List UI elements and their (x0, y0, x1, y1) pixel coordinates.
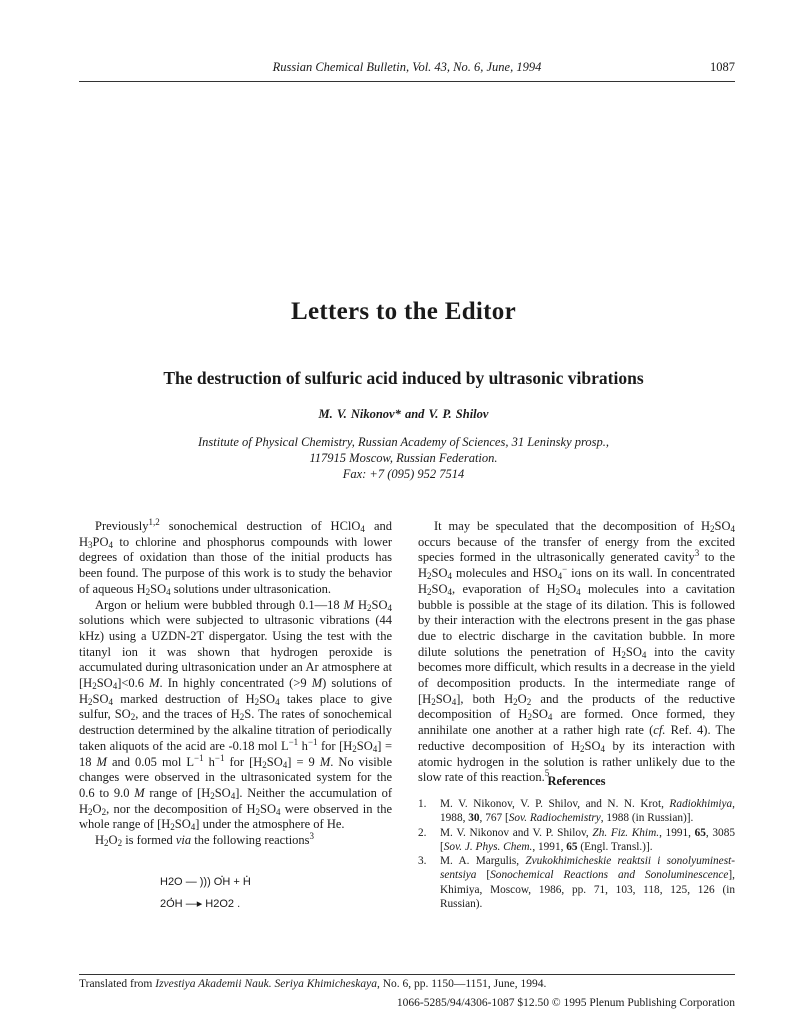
reactant: H2O (160, 876, 183, 888)
reference-item: 2. M. V. Nikonov and V. P. Shilov, Zh. Fiz. Khim., 1991, 65, 3085 [Sov. J. Phys. Chem., 1991, 65 (Engl. Transl.)]. (418, 826, 735, 853)
affiliation-line: Institute of Physical Chemistry, Russian Academy of Sciences, 31 Leninsky prosp., (197, 435, 610, 449)
plus-sign: + (233, 876, 240, 888)
reference-list (418, 797, 735, 911)
affiliation (0, 434, 807, 482)
reference-item: 3. M. A. Margulis, Zvukokhimicheskie reaktsii i sonolyuminestsentsiya [Sonochemical Reactions and Sonoluminescence], Khimiya, Moscow, 1986, pp. 71, 103, 118, 125, 126 (in Russian). (418, 855, 735, 911)
left-column (79, 519, 392, 849)
references-heading: References (547, 774, 606, 788)
section-title: Letters to the Editor (291, 298, 516, 325)
product: H2O2 . (205, 898, 241, 910)
reference-number: 2. (418, 826, 427, 839)
footer-rule (79, 974, 735, 975)
journal-citation: Russian Chemical Bulletin, Vol. 43, No. 6, June, 1994 (272, 60, 542, 74)
reference-number: 3. (418, 855, 427, 868)
affiliation-line: Fax: +7 (095) 952 7514 (342, 467, 465, 481)
reaction-1 (160, 871, 360, 893)
affiliation-line: 117915 Moscow, Russian Federation. (309, 451, 498, 465)
reactant: . 2OH (160, 893, 183, 915)
paragraph: Argon or helium were bubbled through 0.1—18 M $H_2SO_4$ solutions which were subjected to ultrasonic vibrations (44 kHz) using a UZDN-2T dispergator. Using the test with the titanyl ion it was shown that hydrogen peroxide is accumulated during ultrasonication under an Ar atmosphere at $[H_2SO_4]<0.6$ M. In highly concentrated (>9 M) solutions of $H_2SO_4$ marked destruction of $H_2SO_4$ takes place to give sulfur, $SO_2$, and the traces of $H_2S$. The rates of sonochemical destruction determined by the alkaline titration of periodically taken aliquots of the acid are -0.18 mol $L^{-1}$ $h^{-1}$ for $[H_2SO_4] = 18$ M and 0.05 mol $L^{-1}$ $h^{-1}$ for $[H_2SO_4] = 9$ M. No visible changes were observed in the ultrasonicated system for the 0.6 to 9.0 M range of $[H_2SO_4]$. Neither the accumulation of $H_2O_2$, nor the decomposition of $H_2SO_4$ were observed in the whole range of $[H_2SO_4]$ under the atmosphere of He. (79, 597, 393, 833)
reference-item: 1. M. V. Nikonov, V. P. Shilov, and N. N. Krot, Radiokhimiya, 1988, 30, 767 [Sov. Radiochemistry, 1988 (in Russian)]. (418, 798, 735, 825)
right-column (418, 519, 735, 786)
running-header (79, 60, 735, 82)
paragraph: It may be speculated that the decomposition of $H_2SO_4$ occurs because of the transfer of energy from the excited species formed in the ultrasonically generated cavity$^3$ to the $H_2SO_4$ molecules and $HSO_4^-$ ions on its wall. In concentrated $H_2SO_4$, evaporation of $H_2SO_4$ molecules into a cavitation bubble is possible at the stage of its dilation. This is followed by their interaction with the electrons present in the gas phase due to electric discharge in the cavitation bubble. In more dilute solutions the penetration of $H_2SO_4$ into the cavity becomes more difficult, which results in a decrease in the yield of decomposition products. In the intermediate range of $[H_2SO_4]$, both $H_2O_2$ and the products of the reductive decomposition of $H_2SO_4$ are formed. Once formed, they annihilate one another at a rather high rate (cf. Ref. 4). The reductive decomposition of $H_2SO_4$ by its interaction with atomic hydrogen in the solution is rather unlikely due to the slow rate of this reaction.$^5$ (418, 519, 736, 785)
translation-note: Translated from Izvestiya Akademii Nauk. Seriya Khimicheskaya, No. 6, pp. 1150—1151, June, 1994. (79, 978, 547, 990)
paragraph: Previously$^{1,2}$ sonochemical destruction of HClO$_4$ and $H_3PO_4$ to chlorine and phosphorus compounds with lower degrees of oxidation than those of the initial products has been found. The purpose of this work is to study the behavior of aqueous $H_2SO_4$ solutions under ultrasonication. (79, 517, 392, 597)
page-number: 1087 (710, 60, 735, 74)
reference-number: 1. (418, 798, 427, 810)
reaction-arrow: —▸ (185, 898, 203, 910)
ultrasound-arrow: — ))) (185, 876, 211, 888)
paragraph: $H_2O_2$ is formed via the following reactions$^3$ (95, 831, 315, 849)
authors: M. V. Nikonov* and V. P. Shilov (318, 407, 489, 421)
radical-product: . H (243, 871, 251, 893)
copyright-line: 1066-5285/94/4306-1087 $12.50 © 1995 Plenum Publishing Corporation (396, 997, 735, 1009)
radical-product: . OH (214, 871, 231, 893)
reaction-scheme (160, 871, 360, 915)
reaction-2 (160, 893, 360, 915)
article-title: The destruction of sulfuric acid induced by ultrasonic vibrations (163, 368, 644, 388)
